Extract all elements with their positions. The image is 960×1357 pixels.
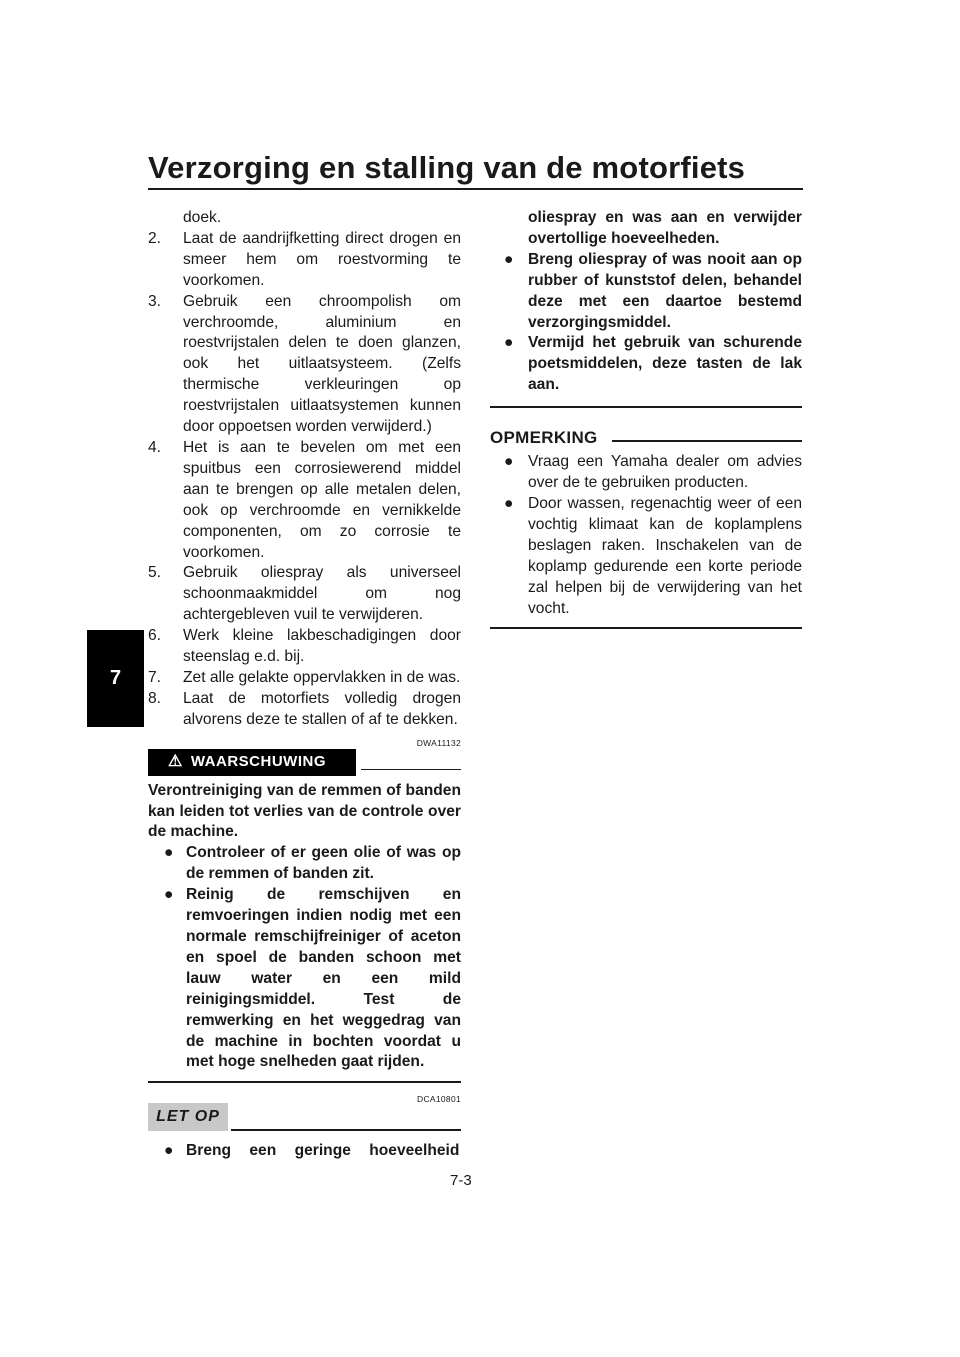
right-column	[490, 208, 802, 629]
letop-badge	[148, 1103, 228, 1131]
warning-end-rule	[148, 1081, 461, 1083]
letop-bullet	[490, 333, 802, 396]
letop-code: DCA10801	[417, 1094, 461, 1105]
bullet-text: Vermijd het gebruik van schurende poetsmiddelen, deze tasten de lak aan.	[528, 334, 802, 394]
page-number: 7-3	[450, 1172, 472, 1189]
note-label: OPMERKING	[490, 428, 598, 448]
warning-bullet	[158, 843, 461, 885]
letop-end-rule	[490, 406, 802, 408]
warning-triangle-icon: ⚠	[168, 752, 183, 770]
bullet-text: Door wassen, regenachtig weer of een vochtig klimaat kan de koplamplens beslagen raken. Inschakelen van de koplamp gedurende een korte periode zal helpen bij de verwijdering van het vocht.	[528, 494, 802, 617]
letop-bullet-continuation: oliespray en was aan en verwijder overtollige hoeveelheden.	[528, 209, 802, 247]
step-text: Werk kleine lakbeschadigingen door steenslag e.d. bij.	[183, 627, 461, 666]
chapter-tab	[87, 630, 144, 727]
step-number: 4.	[148, 438, 162, 456]
step-number: 3.	[148, 292, 162, 310]
bullet-icon: ●	[504, 494, 514, 512]
step-text: Laat de motorfiets volledig drogen alvorens deze te stallen of af te dekken.	[183, 689, 461, 728]
bullet-icon: ●	[164, 1142, 174, 1160]
chapter-number: 7	[109, 667, 122, 689]
step-item	[148, 229, 461, 292]
note-bullet	[490, 494, 802, 619]
warning-label: WAARSCHUWING	[190, 752, 326, 770]
bullet-text: Breng een geringe hoeveelheid	[186, 1142, 460, 1160]
step-item	[148, 438, 461, 563]
step-number: 2.	[148, 229, 162, 247]
bullet-text: Reinig de remschijven en remvoeringen indien nodig met een normale remschijfreiniger of aceton en spoel de banden schoon met lauw water en een mild reinigingsmiddel. Test de remwerking en het weggedrag van de machine in bochten voordat u met hoge snelheden gaat rijden.	[186, 886, 461, 1071]
letop-header	[148, 1103, 461, 1135]
title-underline	[148, 188, 803, 190]
page-title: Verzorging en stalling van de motorfiets	[148, 150, 746, 185]
letop-header-line	[231, 1129, 461, 1131]
bullet-text: Vraag een Yamaha dealer om advies over de te gebruiken producten.	[528, 453, 802, 492]
note-bullet	[490, 452, 802, 494]
letop-label: LET OP	[156, 1107, 220, 1125]
warning-header	[148, 747, 461, 781]
bullet-icon: ●	[164, 844, 174, 862]
step-text: Zet alle gelakte oppervlakken in de was.	[183, 668, 461, 686]
bullet-icon: ●	[164, 886, 174, 904]
step-text: Laat de aandrijfketting direct drogen en smeer hem om roestvorming te voorkomen.	[183, 229, 461, 289]
step-text: Gebruik een chroompolish om verchroomde, aluminium en roestvrijstalen delen te doen glanzen, ook het uitlaatsysteem. (Zelfs thermische verkleuringen op roestvrijstalen uitlaatsystemen kunnen door oppoetsen worden verwijderd.)	[183, 292, 461, 436]
step-item	[148, 668, 461, 689]
warning-intro: Verontreiniging van de remmen of banden kan leiden tot verlies van de controle over de machine.	[148, 781, 461, 841]
step-number: 8.	[148, 689, 162, 707]
letop-bullet	[490, 250, 802, 334]
bullet-icon: ●	[504, 453, 514, 471]
warning-bullet	[158, 885, 461, 1073]
step-item	[148, 563, 461, 626]
bullet-text: Controleer of er geen olie of was op de remmen of banden zit.	[186, 844, 461, 883]
step-number: 6.	[148, 627, 162, 645]
step-item	[148, 689, 461, 731]
step-number: 5.	[148, 564, 162, 582]
bullet-icon: ●	[504, 334, 514, 352]
step-item	[148, 626, 461, 668]
step-1-continuation: doek.	[183, 209, 222, 226]
note-header	[490, 426, 802, 452]
step-text: Gebruik oliespray als universeel schoonmaakmiddel om nog achtergebleven vuil te verwijderen.	[183, 564, 461, 624]
note-header-line	[612, 440, 802, 442]
step-number: 7.	[148, 668, 162, 686]
warning-header-line	[361, 769, 461, 771]
step-text: Het is aan te bevelen om met een spuitbus een corrosiewerend middel aan te brengen op alle metalen delen, ook op verchroomde en vernikkelde componenten, om zo corrosie te voorkomen.	[183, 438, 461, 561]
note-end-rule	[490, 627, 802, 629]
warning-code: DWA11132	[416, 737, 461, 748]
left-column	[148, 208, 461, 1162]
bullet-text: Breng oliespray of was nooit aan op rubber of kunststof delen, behandel deze met een daartoe bestemd verzorgingsmiddel.	[528, 250, 802, 331]
letop-bullet	[158, 1141, 461, 1162]
bullet-icon: ●	[504, 250, 514, 268]
warning-badge	[148, 749, 356, 776]
step-item	[148, 292, 461, 438]
